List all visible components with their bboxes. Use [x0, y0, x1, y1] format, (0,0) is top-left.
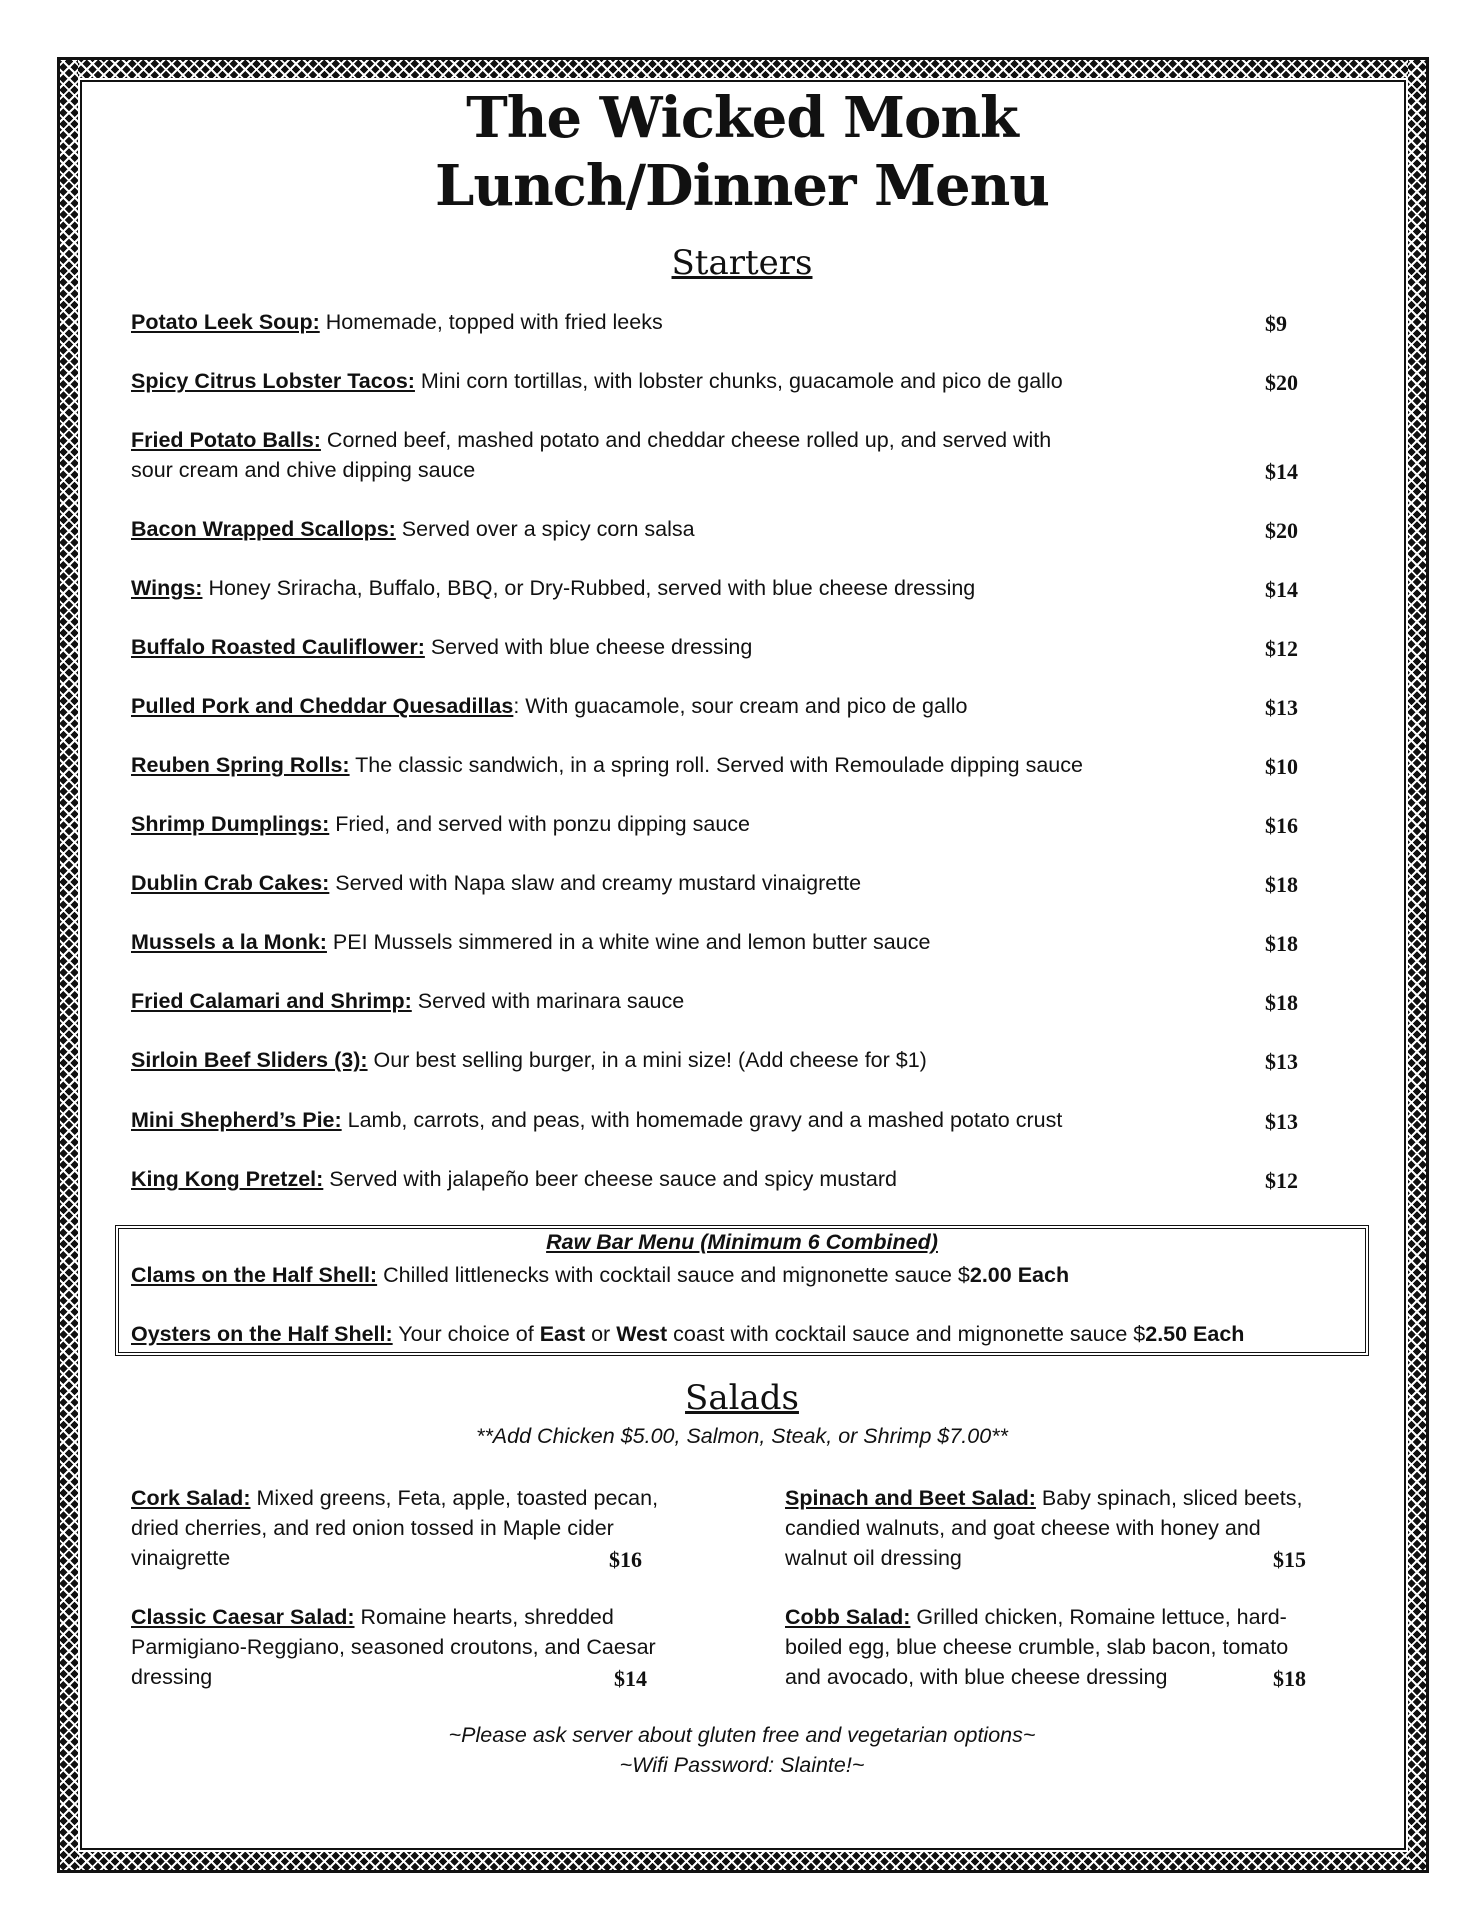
item-price: $13 — [1265, 1109, 1298, 1134]
item-desc: The classic sandwich, in a spring roll. Served with Remoulade dipping sauce — [349, 753, 1083, 777]
item-desc: Served with marinara sauce — [411, 989, 685, 1013]
item-price: $10 — [1265, 754, 1298, 779]
item-desc: Homemade, topped with fried leeks — [319, 310, 663, 334]
menu-item — [131, 986, 1311, 1016]
or-text: or — [585, 1322, 617, 1346]
item-desc: Lamb, carrots, and peas, with homemade gravy and a mashed potato crust — [341, 1108, 1063, 1132]
item-desc-line2: sour cream and chive dipping sauce — [131, 458, 476, 482]
salad-item — [785, 1483, 1345, 1573]
menu-title: The Wicked Monk — [466, 85, 1018, 151]
item-desc: Served with jalapeño beer cheese sauce and spicy mustard — [323, 1167, 897, 1191]
item-desc: PEI Mussels simmered in a white wine and lemon butter sauce — [326, 930, 931, 954]
raw-bar-heading: Raw Bar Menu (Minimum 6 Combined) — [546, 1230, 938, 1254]
menu-item — [131, 868, 1311, 898]
item-name: Bacon Wrapped Scallops: — [131, 517, 396, 541]
raw-bar-oysters — [131, 1319, 1361, 1349]
menu-subtitle: Lunch/Dinner Menu — [434, 153, 1049, 219]
item-name: Spicy Citrus Lobster Tacos: — [131, 369, 415, 393]
item-desc: dried cherries, and red onion tossed in Maple cider — [131, 1516, 614, 1540]
starters-heading: Starters — [671, 243, 813, 283]
item-name: Reuben Spring Rolls: — [131, 753, 350, 777]
salad-item — [131, 1483, 691, 1573]
item-price: $14 — [614, 1666, 647, 1691]
salads-heading: Salads — [685, 1378, 799, 1418]
item-desc: vinaigrette — [131, 1546, 231, 1570]
menu-item — [131, 1164, 1311, 1194]
raw-bar-clams — [131, 1260, 1361, 1290]
item-name: King Kong Pretzel: — [131, 1167, 324, 1191]
item-price: $18 — [1273, 1666, 1306, 1691]
menu-item — [131, 573, 1311, 603]
item-name: Mini Shepherd’s Pie: — [131, 1108, 342, 1132]
menu-item — [131, 927, 1311, 957]
item-name: Fried Potato Balls: — [131, 428, 321, 452]
item-name: Oysters on the Half Shell: — [131, 1322, 393, 1346]
salad-item — [785, 1602, 1345, 1692]
item-desc: Our best selling burger, in a mini size! (Add cheese for $1) — [367, 1048, 927, 1072]
menu-item — [131, 1105, 1311, 1135]
item-desc: Served over a spicy corn salsa — [395, 517, 695, 541]
menu-item — [131, 307, 1311, 337]
item-desc: Baby spinach, sliced beets, — [1035, 1486, 1303, 1510]
wifi-password-note: ~Wifi Password: Slainte!~ — [619, 1753, 865, 1777]
celtic-knot-border-right — [1408, 60, 1426, 1870]
item-desc: coast with cocktail sauce and mignonette sauce $ — [667, 1322, 1146, 1346]
menu-item — [131, 750, 1311, 780]
item-desc: Mini corn tortillas, with lobster chunks, guacamole and pico de gallo — [414, 369, 1063, 393]
item-name: Mussels a la Monk: — [131, 930, 327, 954]
item-desc: : With guacamole, sour cream and pico de gallo — [513, 694, 968, 718]
item-desc: Served with Napa slaw and creamy mustard vinaigrette — [329, 871, 862, 895]
item-desc: Honey Sriracha, Buffalo, BBQ, or Dry-Rubbed, served with blue cheese dressing — [202, 576, 976, 600]
item-desc: and avocado, with blue cheese dressing — [785, 1665, 1168, 1689]
east-label: East — [539, 1322, 586, 1346]
item-desc: Mixed greens, Feta, apple, toasted pecan, — [250, 1486, 659, 1510]
item-desc: Corned beef, mashed potato and cheddar cheese rolled up, and served with — [320, 428, 1052, 452]
salad-item — [131, 1602, 691, 1692]
item-desc: walnut oil dressing — [785, 1546, 962, 1570]
item-desc: Served with blue cheese dressing — [424, 635, 753, 659]
item-price: $14 — [1265, 577, 1298, 602]
item-price: $13 — [1265, 1049, 1298, 1074]
west-label: West — [616, 1322, 668, 1346]
item-desc: dressing — [131, 1665, 213, 1689]
item-desc: Parmigiano-Reggiano, seasoned croutons, and Caesar — [131, 1635, 656, 1659]
item-name: Shrimp Dumplings: — [131, 812, 330, 836]
menu-item — [131, 691, 1311, 721]
item-name: Pulled Pork and Cheddar Quesadillas — [131, 694, 514, 718]
inner-frame — [80, 80, 1406, 1850]
item-price: $18 — [1265, 931, 1298, 956]
item-price: $9 — [1265, 311, 1287, 336]
item-name: Cork Salad: — [131, 1486, 251, 1510]
item-name: Cobb Salad: — [785, 1605, 911, 1629]
item-price: $12 — [1265, 1168, 1298, 1193]
item-price: $18 — [1265, 872, 1298, 897]
item-desc: Romaine hearts, shredded — [354, 1605, 614, 1629]
menu-item — [131, 425, 1311, 485]
gluten-free-note: ~Please ask server about gluten free and vegetarian options~ — [448, 1723, 1036, 1747]
celtic-knot-border-bottom — [60, 1852, 1426, 1870]
item-name: Spinach and Beet Salad: — [785, 1486, 1036, 1510]
menu-item — [131, 1045, 1311, 1075]
item-name: Potato Leek Soup: — [131, 310, 320, 334]
menu-item — [131, 809, 1311, 839]
celtic-knot-border-top — [60, 60, 1426, 78]
menu-item — [131, 514, 1311, 544]
menu-item — [131, 366, 1311, 396]
item-desc: Chilled littlenecks with cocktail sauce and mignonette sauce $ — [377, 1263, 970, 1287]
item-price: $16 — [609, 1547, 642, 1572]
item-price: $15 — [1273, 1547, 1306, 1572]
item-price: $13 — [1265, 695, 1298, 720]
item-price: 2.50 Each — [1145, 1322, 1245, 1346]
item-desc: Your choice of — [392, 1322, 540, 1346]
item-price: $16 — [1265, 813, 1298, 838]
item-name: Wings: — [131, 576, 203, 600]
item-price: $20 — [1265, 370, 1298, 395]
item-price: $18 — [1265, 990, 1298, 1015]
item-name: Buffalo Roasted Cauliflower: — [131, 635, 425, 659]
menu-item — [131, 632, 1311, 662]
item-desc: boiled egg, blue cheese crumble, slab bacon, tomato — [785, 1635, 1289, 1659]
item-name: Clams on the Half Shell: — [131, 1263, 378, 1287]
item-price: $14 — [1265, 459, 1298, 484]
item-name: Sirloin Beef Sliders (3): — [131, 1048, 368, 1072]
item-desc: Fried, and served with ponzu dipping sauce — [329, 812, 750, 836]
item-price: $12 — [1265, 636, 1298, 661]
item-name: Fried Calamari and Shrimp: — [131, 989, 412, 1013]
item-desc: Grilled chicken, Romaine lettuce, hard- — [910, 1605, 1287, 1629]
item-name: Dublin Crab Cakes: — [131, 871, 330, 895]
item-name: Classic Caesar Salad: — [131, 1605, 355, 1629]
celtic-knot-border-left — [60, 60, 78, 1870]
salad-addons: **Add Chicken $5.00, Salmon, Steak, or Shrimp $7.00** — [476, 1424, 1008, 1448]
item-price: $20 — [1265, 518, 1298, 543]
item-price: 2.00 Each — [969, 1263, 1070, 1287]
item-desc: candied walnuts, and goat cheese with honey and — [785, 1516, 1261, 1540]
